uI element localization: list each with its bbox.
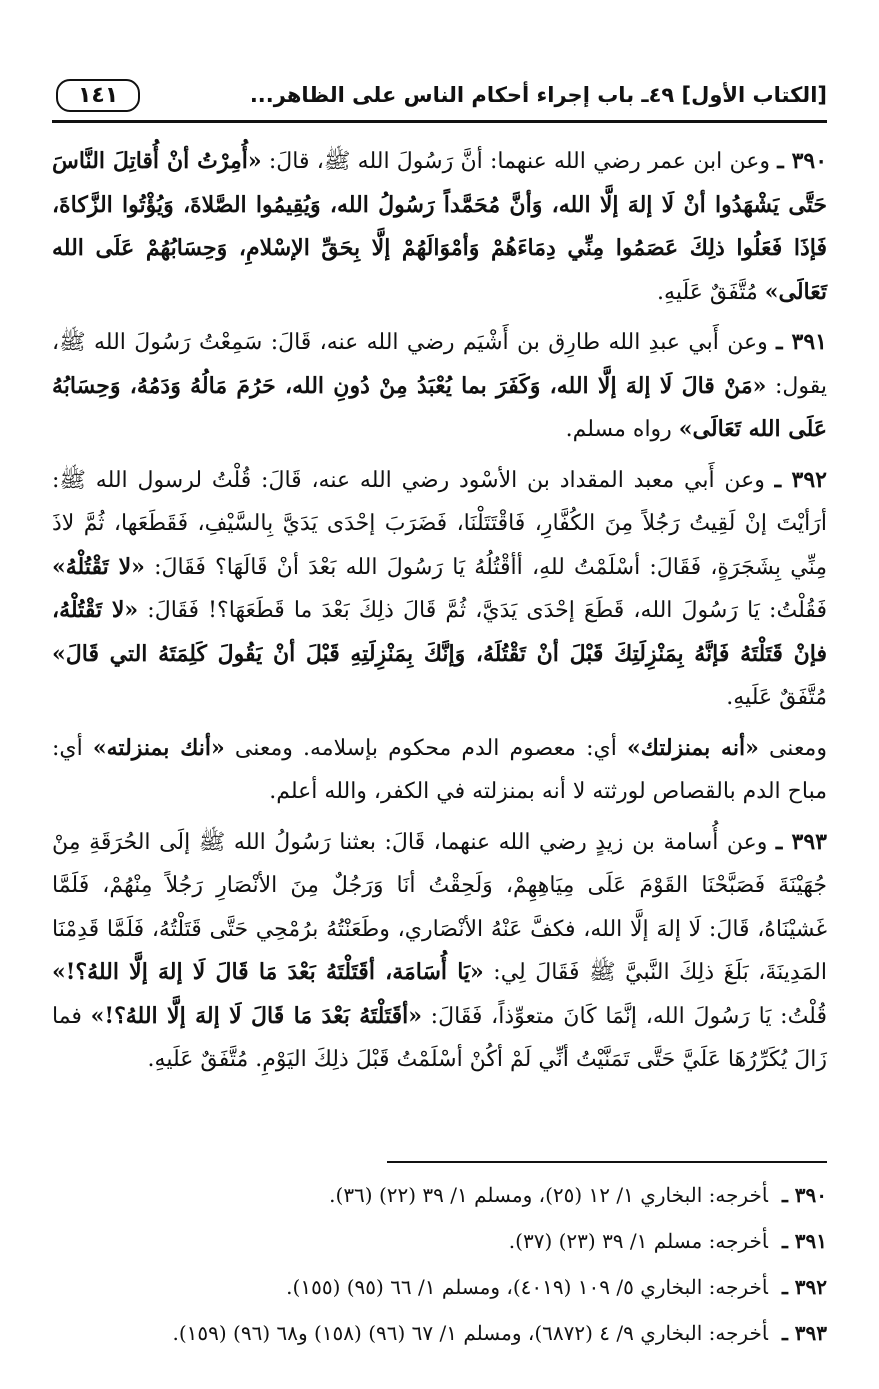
- hadith-393: [52, 821, 827, 1082]
- footnote-number: ٣٩٢ ـ: [781, 1275, 827, 1299]
- hadith-391: [52, 321, 827, 452]
- running-title: [الكتاب الأول] ٤٩ـ باب إجراء أحكام الناس على الظاهر...: [249, 83, 827, 107]
- page-number: ١٤١: [56, 79, 140, 112]
- footnote-number: ٣٩٣ ـ: [781, 1321, 827, 1345]
- hadith-quote: «لا تَقْتُلْهُ»: [52, 553, 145, 580]
- hadith-number: ٣٩٢ ـ: [774, 466, 827, 493]
- hadith-source: رواه مسلم.: [565, 417, 679, 442]
- hadith-source: مُتَّفَقٌ عَلَيهِ.: [657, 279, 765, 305]
- footnote-390: [52, 1172, 827, 1218]
- footnote-number: ٣٩٠ ـ: [781, 1183, 827, 1207]
- footnote-393: [52, 1310, 827, 1356]
- hadith-middle: فَقُلْتُ: يَا رَسُولَ الله، قَطَعَ إحْدَى يَدَيَّ، ثُمَّ قَالَ ذلِكَ بَعْدَ ما قَطَعَهَا؟! فَقَالَ:: [138, 598, 827, 623]
- footnote-separator: [387, 1161, 827, 1163]
- footnote-text: أخرجه: البخاري ٩/ ٤ (٦٨٧٢)، ومسلم ١/ ٦٧ (٩٦) (١٥٨) و٦٨ (٩٦) (١٥٩).: [172, 1321, 768, 1345]
- hadith-number: ٣٩٣ ـ: [775, 828, 827, 855]
- hadith-number: ٣٩١ ـ: [776, 329, 827, 355]
- page-header: [52, 70, 827, 123]
- footnote-392: [52, 1264, 827, 1310]
- footnote-text: أخرجه: البخاري ٥/ ١٠٩ (٤٠١٩)، ومسلم ١/ ٦٦ (٩٥) (١٥٥).: [286, 1275, 768, 1299]
- hadith-390: [52, 140, 827, 314]
- hadith-intro: وعن أَبي عبدِ الله طارِق بن أَشْيَم رضي الله عنه، قَالَ: سَمِعْتُ رَسُولَ الله ﷺ، يقول:: [52, 330, 827, 399]
- footnote-391: [52, 1218, 827, 1264]
- hadith-number: ٣٩٠ ـ: [777, 148, 828, 174]
- hadith-quote-2: «أقَتَلْتَهُ بَعْدَ مَا قَالَ لَا إلهَ إلَّا اللهُ؟!»: [90, 1002, 422, 1029]
- hadith-source: فما زَالَ يُكَرِّرُهَا عَلَيَّ حَتَّى تَمَنَّيْتُ أنِّي لَمْ أكُنْ أسْلَمْتُ قَبْلَ ذلِكَ اليَوْمِ. مُتَّفَقٌ عَلَيهِ.: [52, 1003, 827, 1072]
- main-text: [52, 140, 827, 1089]
- footnote-text: أخرجه: مسلم ١/ ٣٩ (٢٣) (٣٧).: [508, 1229, 768, 1253]
- explanation-text-3: أي: مباح الدم بالقصاص لورثته لا أنه بمنزلته في الكفر، والله أعلم.: [52, 735, 827, 804]
- hadith-392: [52, 459, 827, 720]
- footnote-text: أخرجه: البخاري ١/ ١٢ (٢٥)، ومسلم ١/ ٣٩ (٢٢) (٣٦).: [329, 1183, 768, 1207]
- hadith-intro: وعن ابن عمر رضي الله عنهما: أنَّ رَسُولَ الله ﷺ، قالَ:: [261, 149, 770, 174]
- explanation-text-2: أي: معصوم الدم محكوم بإسلامه. ومعنى: [224, 735, 627, 761]
- hadith-quote: «أُمِرْتُ أنْ أُقاتِلَ النَّاسَ حَتَّى يَشْهَدُوا أنْ لَا إلهَ إلَّا الله، وَأنَّ مُحَمَّداً رَسُولُ الله، وَيُقِيمُوا الصَّلاةَ، وَيُؤْتُوا الزَّكاةَ، فَإذَا فَعَلُوا ذلِكَ عَصَمُوا مِنِّي دِمَاءَهُمْ وَأمْوَالَهُمْ إلَّا بِحَقِّ الإسْلامِ، وَحِسَابُهُمْ عَلَى الله تَعَالَى»: [52, 148, 827, 305]
- hadith-quote-2: «لا تَقْتُلْهُ، فإنْ قَتَلْتَهُ فَإنَّهُ بِمَنْزِلَتِكَ قَبْلَ أنْ تَقْتُلَهُ، وَإنَّكَ بِمَنْزِلَتِهِ قَبْلَ أنْ يَقُولَ كَلِمَتَهُ التي قَالَ»: [52, 597, 827, 667]
- hadith-middle: قُلْتُ: يَا رَسُولَ الله، إنَّمَا كَانَ متعوِّذاً، فَقَالَ:: [421, 1003, 827, 1029]
- hadith-source: مُتَّفَقٌ عَلَيهِ.: [726, 685, 827, 710]
- hadith-quote: «مَنْ قالَ لَا إلهَ إلَّا الله، وَكَفَرَ بما يُعْبَدُ مِنْ دُونِ الله، حَرُمَ مَالُهُ وَدَمُهُ، وَحِسَابُهُ عَلَى الله تَعَالَى»: [52, 372, 827, 442]
- explanation-text-1: ومعنى: [758, 735, 827, 761]
- footnote-number: ٣٩١ ـ: [781, 1229, 827, 1253]
- explanation-term-2: «أنك بمنزلته»: [92, 734, 225, 761]
- explanation-paragraph: [52, 727, 827, 814]
- hadith-intro: وعن أَبي معبد المقداد بن الأسْود رضي الله عنه، قَالَ: قُلْتُ لرسول الله ﷺ: أرَأيْتَ إنْ لَقِيتُ رَجُلاً مِنَ الكُفَّارِ، فَاقْتَتَلْنَا، فَضَرَبَ إحْدَى يَدَيَّ بِالسَّيْفِ، فَقَطَعَها، ثُمَّ لاذَ مِنِّي بِشَجَرَةٍ، فَقَالَ: أسْلَمْتُ للهِ، أأقْتُلُهُ يَا رَسُولَ الله بَعْدَ أنْ قَالَهَا؟ فَقَالَ:: [52, 467, 827, 580]
- hadith-quote: «يَا أُسَامَة، أقَتَلْتَهُ بَعْدَ مَا قَالَ لَا إلهَ إلَّا اللهُ؟!»: [52, 959, 484, 985]
- footnotes: [52, 1172, 827, 1356]
- explanation-term-1: «أنه بمنزلتك»: [626, 734, 759, 761]
- hadith-intro: وعن أُسامة بن زيدٍ رضي الله عنهما، قَالَ: بعثنا رَسُولُ الله ﷺ إلَى الحُرَقَةِ مِنْ جُهَيْنَةَ فَصَبَّحْنَا القَوْمَ عَلَى مِيَاهِهِمْ، وَلَحِقْتُ أنَا وَرَجُلٌ مِنَ الأنْصَارِ رَجُلاً مِنْهُمْ، فَلَمَّا غَشيْنَاهُ، قَالَ: لَا إلهَ إلَّا الله، فكفَّ عَنْهُ الأنْصَاري، وطَعَنْتُهُ برُمْحِي حَتَّى قَتَلْتُهُ، فَلَمَّا قَدِمْنَا المَدِينَةَ، بَلَغَ ذلِكَ النَّبيَّ ﷺ فَقَالَ لِي:: [52, 829, 827, 985]
